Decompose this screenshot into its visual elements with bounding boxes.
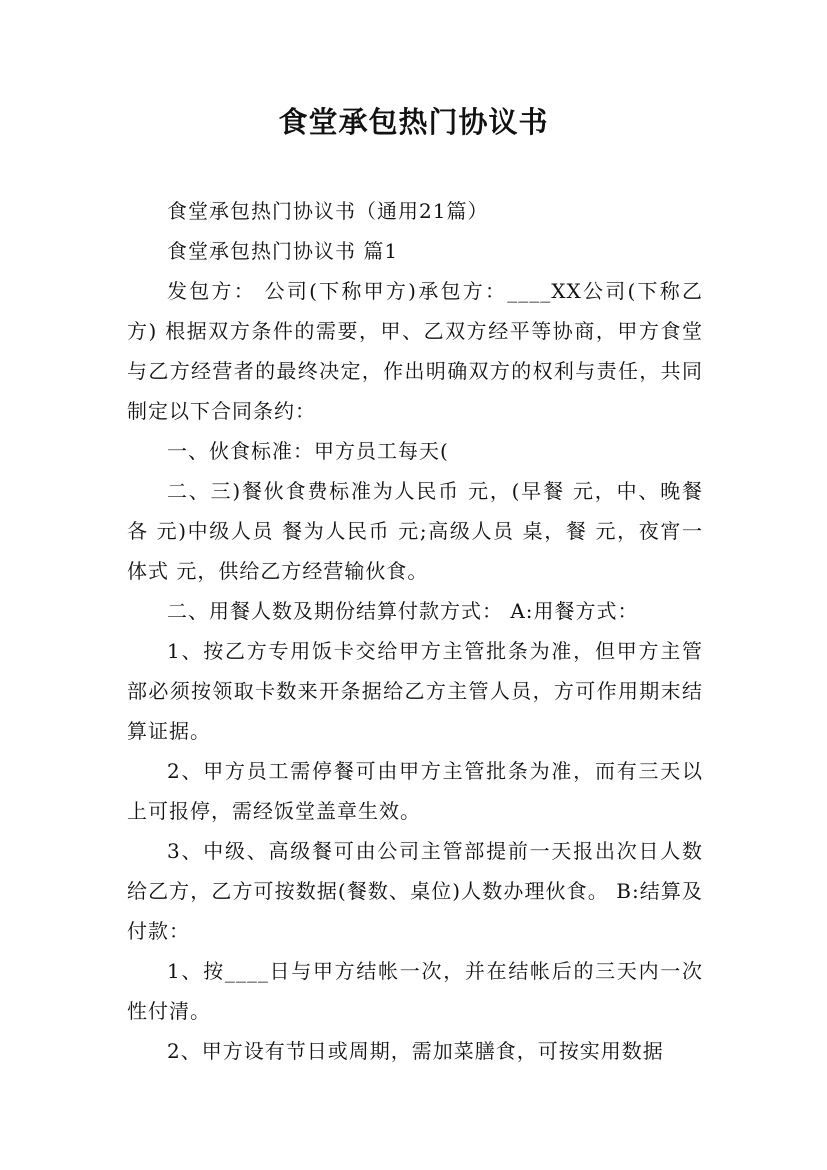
paragraph-meal-fees: 二、三)餐伙食费标准为人民币 元，(早餐 元，中、晚餐各 元)中级人员 餐为人民币 元;高级人员 桌，餐 元，夜宵一体式 元，供给乙方经营输伙食。 [127,479,703,583]
paragraph-payment-1: 1、按____日与甲方结帐一次，并在结帐后的三天内一次性付清。 [127,959,703,1023]
paragraph-item-2: 2、甲方员工需停餐可由甲方主管批条为准，而有三天以上可报停，需经饭堂盖章生效。 [127,759,703,823]
document-body [127,191,703,1071]
paragraph-settlement-method: 二、用餐人数及期份结算付款方式： A:用餐方式： [167,599,639,623]
document-title: 食堂承包热门协议书 [278,105,549,139]
paragraph-item-3: 3、中级、高级餐可由公司主管部提前一天报出次日人数给乙方，乙方可按数据(餐数、桌位)人数办理伙食。 B:结算及付款： [127,839,703,943]
paragraph-meal-standard: 一、伙食标准：甲方员工每天( [167,439,449,463]
paragraph-subtitle: 食堂承包热门协议书（通用21篇） [167,199,489,223]
paragraph-item-1: 1、按乙方专用饭卡交给甲方主管批条为准，但甲方主管部必须按领取卡数来开条据给乙方主管人员，方可作用期末结算证据。 [127,639,703,743]
paragraph-section-heading: 食堂承包热门协议书 篇1 [167,239,399,263]
paragraph-parties: 发包方： 公司(下称甲方)承包方：____XX公司(下称乙方) 根据双方条件的需要，甲、乙双方经平等协商，甲方食堂与乙方经营者的最终决定，作出明确双方的权利与责任，共同制定以下合同条约： [127,279,703,423]
paragraph-payment-2: 2、甲方设有节日或周期，需加菜膳食，可按实用数据 [167,1039,664,1063]
